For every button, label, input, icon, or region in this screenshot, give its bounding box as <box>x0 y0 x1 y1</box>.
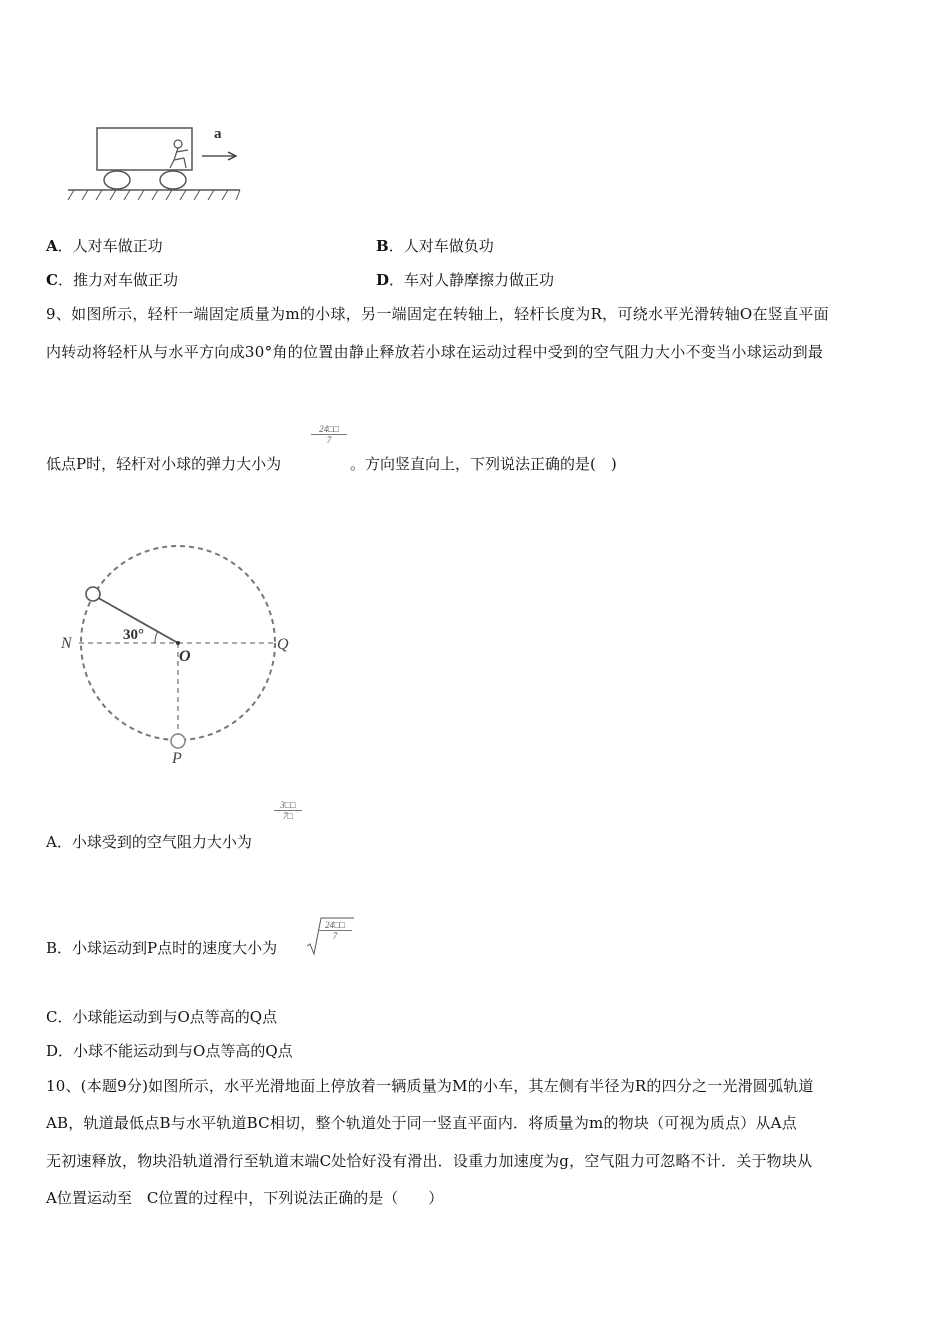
fraction-denominator: 7 <box>326 435 332 445</box>
q8-option-a <box>46 236 163 256</box>
q9-stem-line3-pre: 低点P时，轻杆对小球的弹力大小为 <box>46 455 282 473</box>
pivot-point <box>176 641 180 645</box>
q9-stem-line1: 9、如图所示，轻杆一端固定质量为m的小球，另一端固定在转轴上，轻杆长度为R，可绕水平光滑转轴O在竖直平面 <box>46 305 829 323</box>
q10-stem-line2: AB，轨道最低点B与水平轨道BC相切，整个轨道处于同一竖直平面内．将质量为m的物块（可视为质点）从A点 <box>46 1114 797 1132</box>
ball-bottom <box>171 734 185 748</box>
q10-stem-line3: 无初速释放，物块沿轨道滑行至轨道末端C处恰好没有滑出．设重力加速度为g，空气阻力可忽略不计．关于物块从 <box>46 1152 813 1170</box>
q10-stem-line4: A位置运动至 C位置的过程中，下列说法正确的是（ ） <box>46 1189 444 1207</box>
q9-option-b: B．小球运动到P点时的速度大小为 <box>46 939 278 957</box>
person-figure <box>170 140 188 168</box>
label-p: P <box>172 750 182 767</box>
angle-label: 30° <box>123 627 144 643</box>
cart-wheel-right <box>160 171 186 189</box>
option-letter: B <box>376 237 389 255</box>
cart-figure <box>60 118 250 208</box>
q9-optB-fraction <box>318 920 352 941</box>
q9-option-d: D．小球不能运动到与O点等高的Q点 <box>46 1042 293 1060</box>
fraction-denominator: 7□ <box>283 811 293 821</box>
option-letter: C <box>46 271 58 289</box>
circle-rod-figure <box>55 535 315 770</box>
q8-option-d <box>376 270 554 290</box>
label-q: Q <box>277 636 289 653</box>
option-text: ．推力对车做正功 <box>57 271 178 289</box>
option-text: ．人对车做负功 <box>388 237 494 255</box>
ball-start <box>86 587 100 601</box>
ground-hatch <box>68 190 240 200</box>
label-n: N <box>61 635 72 652</box>
fraction-numerator: 3□□ <box>274 800 302 811</box>
option-letter: A <box>46 237 58 255</box>
q9-optA-fraction <box>274 800 302 821</box>
label-o: O <box>179 648 191 665</box>
q8-option-c <box>46 270 178 290</box>
q9-force-fraction <box>311 424 347 445</box>
fraction-denominator: 7 <box>332 931 338 941</box>
accel-label: a <box>214 126 222 142</box>
q10-stem-line1: 10、(本题9分)如图所示，水平光滑地面上停放着一辆质量为M的小车，其左侧有半径为R的四分之一光滑圆弧轨道 <box>46 1077 814 1095</box>
q9-option-a: A．小球受到的空气阻力大小为 <box>46 833 252 851</box>
cart-wheel-left <box>104 171 130 189</box>
fraction-numerator: 24□□ <box>318 920 352 931</box>
option-text: ．车对人静摩擦力做正功 <box>389 271 555 289</box>
fraction-numerator: 24□□ <box>311 424 347 435</box>
q8-option-b <box>376 236 494 256</box>
q9-stem-line3-post: 。方向竖直向上，下列说法正确的是( ) <box>350 455 617 473</box>
option-letter: D <box>376 271 390 289</box>
option-text: ．人对车做正功 <box>57 237 163 255</box>
q9-stem-line2: 内转动将轻杆从与水平方向成30°角的位置由静止释放若小球在运动过程中受到的空气阻力大小不变当小球运动到最 <box>46 343 824 361</box>
q9-option-c: C．小球能运动到与O点等高的Q点 <box>46 1008 278 1026</box>
angle-arc <box>155 631 158 643</box>
